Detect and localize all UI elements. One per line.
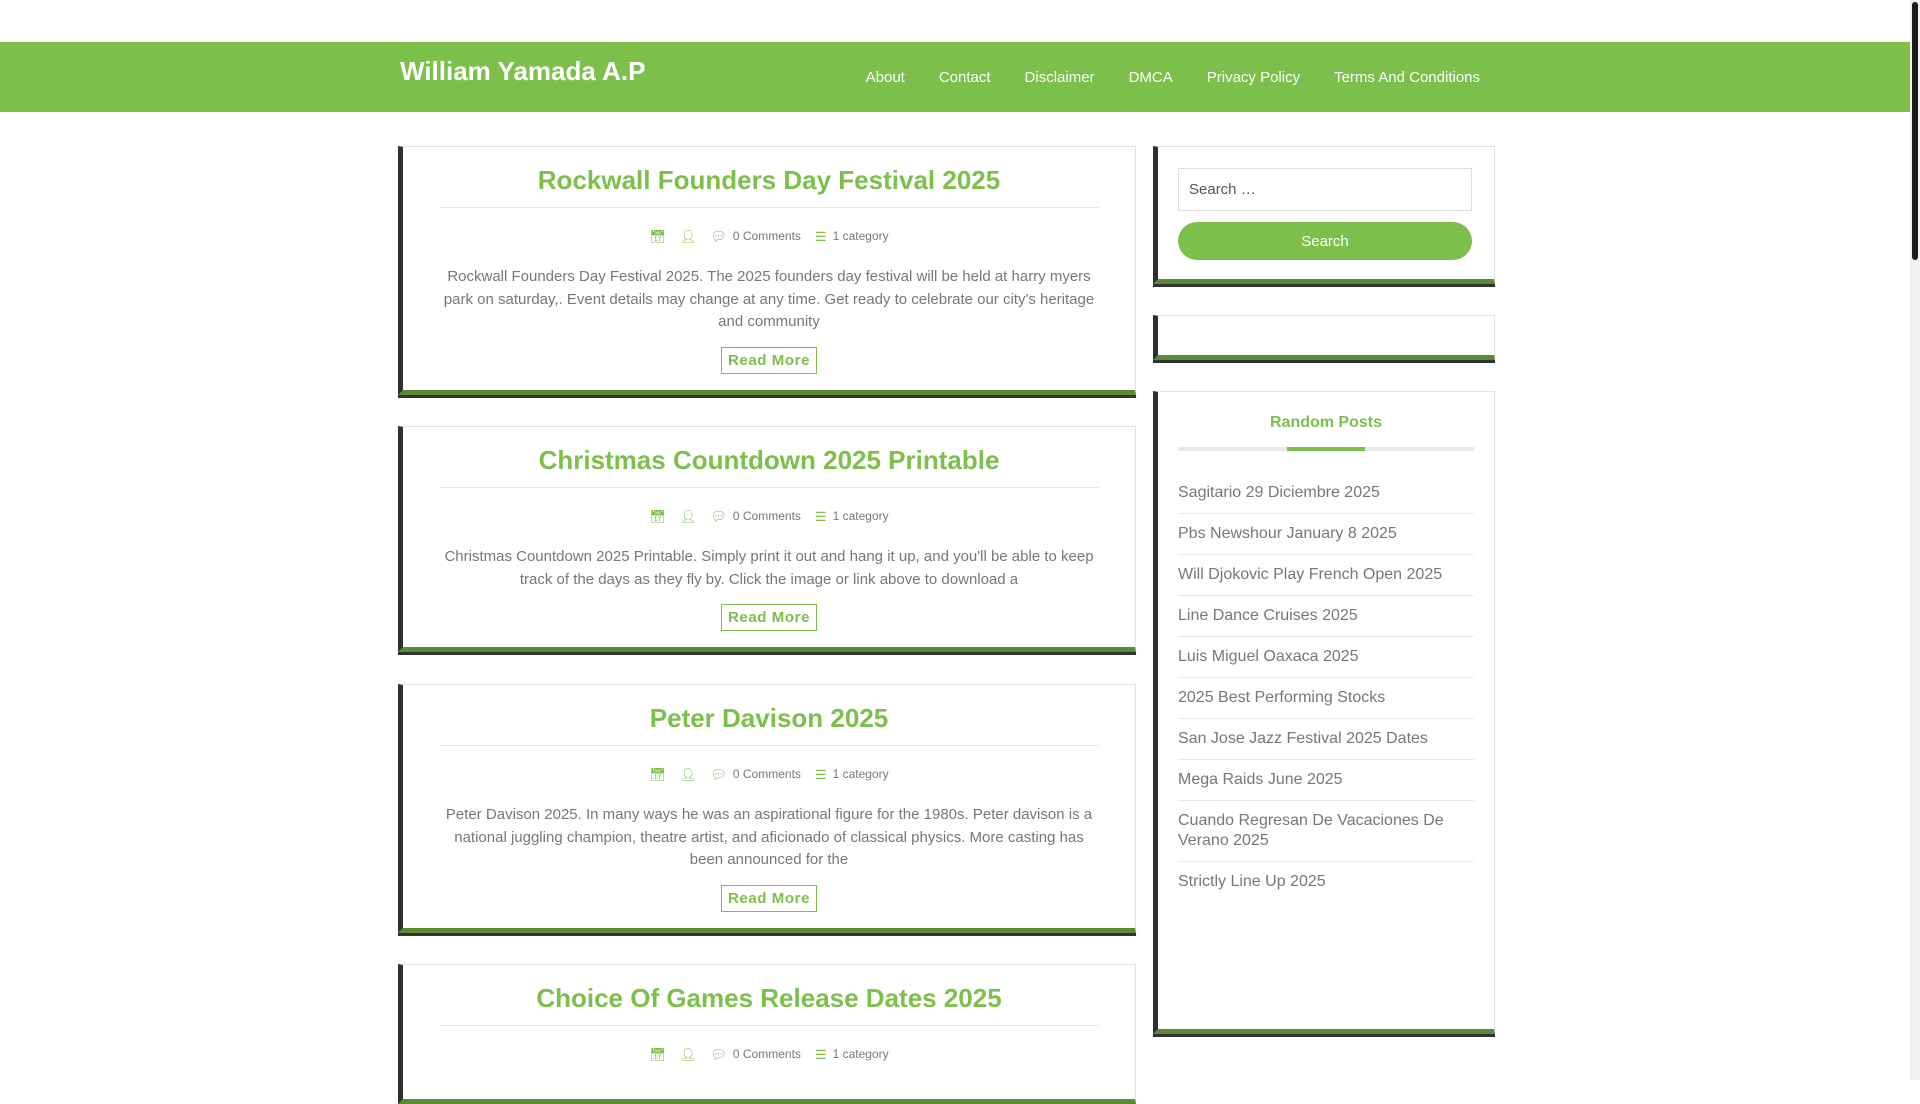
comments-count[interactable]: 0 Comments: [732, 1047, 801, 1062]
list-icon: ☰: [814, 508, 827, 524]
random-posts-list: [1178, 473, 1474, 902]
page-scrollbar[interactable]: [1910, 0, 1920, 1080]
post-card: [398, 426, 1136, 652]
list-item[interactable]: Will Djokovic Play French Open 2025: [1178, 555, 1474, 596]
post-excerpt: Christmas Countdown 2025 Printable. Simply print it out and hang it up, and you'll be able to keep track of the days as they fly by. Click the image or link above to download a: [444, 548, 1094, 588]
post-meta: [403, 766, 1135, 782]
read-more-button[interactable]: Read More: [721, 885, 817, 912]
calendar-icon: 📅︎: [649, 766, 666, 782]
list-item[interactable]: San Jose Jazz Festival 2025 Dates: [1178, 719, 1474, 760]
read-more-button[interactable]: Read More: [721, 604, 817, 631]
calendar-icon: 📅︎: [649, 1046, 666, 1062]
post-meta: [403, 1046, 1135, 1062]
post-title[interactable]: Christmas Countdown 2025 Printable: [439, 427, 1099, 488]
comments-icon: 💬︎: [710, 228, 727, 244]
comments-count[interactable]: 0 Comments: [732, 509, 801, 524]
post-title[interactable]: Rockwall Founders Day Festival 2025: [439, 147, 1099, 208]
calendar-icon: 📅︎: [649, 508, 666, 524]
post-category[interactable]: 1 category: [832, 1047, 889, 1062]
calendar-icon: 📅︎: [649, 228, 666, 244]
user-icon[interactable]: 👤︎: [679, 228, 697, 244]
nav-contact[interactable]: Contact: [938, 68, 991, 86]
list-item[interactable]: Line Dance Cruises 2025: [1178, 596, 1474, 637]
post-category[interactable]: 1 category: [832, 767, 889, 782]
nav-terms-and-conditions[interactable]: Terms And Conditions: [1334, 68, 1480, 86]
main-nav: [866, 42, 1480, 112]
list-item[interactable]: Sagitario 29 Diciembre 2025: [1178, 473, 1474, 514]
post-excerpt: Peter Davison 2025. In many ways he was an aspirational figure for the 1980s. Peter davison is a national juggling champion, theatre artist, and aficionado of classical physics. More casting has been announced for the: [445, 806, 1093, 869]
list-item[interactable]: Luis Miguel Oaxaca 2025: [1178, 637, 1474, 678]
user-icon[interactable]: 👤︎: [679, 766, 697, 782]
list-item[interactable]: Pbs Newshour January 8 2025: [1178, 514, 1474, 555]
nav-about[interactable]: About: [865, 68, 905, 86]
nav-privacy-policy[interactable]: Privacy Policy: [1206, 68, 1301, 86]
nav-disclaimer[interactable]: Disclaimer: [1024, 68, 1095, 86]
read-more-button[interactable]: Read More: [721, 347, 817, 374]
user-icon[interactable]: 👤︎: [679, 508, 697, 524]
site-title[interactable]: William Yamada A.P: [400, 56, 646, 86]
random-posts-widget: [1153, 391, 1495, 1034]
post-meta: [403, 508, 1135, 524]
post-meta: [403, 228, 1135, 244]
empty-widget: [1153, 315, 1495, 360]
post-excerpt: Rockwall Founders Day Festival 2025. The 2025 founders day festival will be held at harry myers park on saturday,. Event details may change at any time. Get ready to celebrate our city's heritage and community: [443, 268, 1095, 331]
post-card: [398, 684, 1136, 933]
post-title[interactable]: Peter Davison 2025: [439, 685, 1099, 746]
scrollbar-thumb[interactable]: [1912, 2, 1918, 260]
list-item[interactable]: Mega Raids June 2025: [1178, 760, 1474, 801]
comments-icon: 💬︎: [710, 766, 727, 782]
search-button[interactable]: Search: [1178, 222, 1472, 260]
search-widget: [1153, 146, 1495, 284]
comments-count[interactable]: 0 Comments: [732, 767, 801, 782]
comments-icon: 💬︎: [710, 508, 727, 524]
list-item[interactable]: 2025 Best Performing Stocks: [1178, 678, 1474, 719]
random-posts-title: Random Posts: [1178, 414, 1474, 451]
post-category[interactable]: 1 category: [832, 229, 889, 244]
list-item[interactable]: Strictly Line Up 2025: [1178, 873, 1326, 890]
user-icon[interactable]: 👤︎: [679, 1046, 697, 1062]
site-header: [0, 42, 1910, 112]
post-category[interactable]: 1 category: [832, 509, 889, 524]
post-card: [398, 964, 1136, 1104]
post-card: [398, 146, 1136, 395]
search-input[interactable]: [1178, 168, 1472, 211]
comments-icon: 💬︎: [710, 1046, 727, 1062]
list-icon: ☰: [814, 766, 827, 782]
post-title[interactable]: Choice Of Games Release Dates 2025: [439, 965, 1099, 1026]
list-icon: ☰: [814, 1046, 827, 1062]
list-icon: ☰: [814, 228, 827, 244]
comments-count[interactable]: 0 Comments: [732, 229, 801, 244]
list-item[interactable]: Cuando Regresan De Vacaciones De Verano 2025: [1178, 801, 1474, 862]
nav-dmca[interactable]: DMCA: [1128, 68, 1173, 86]
